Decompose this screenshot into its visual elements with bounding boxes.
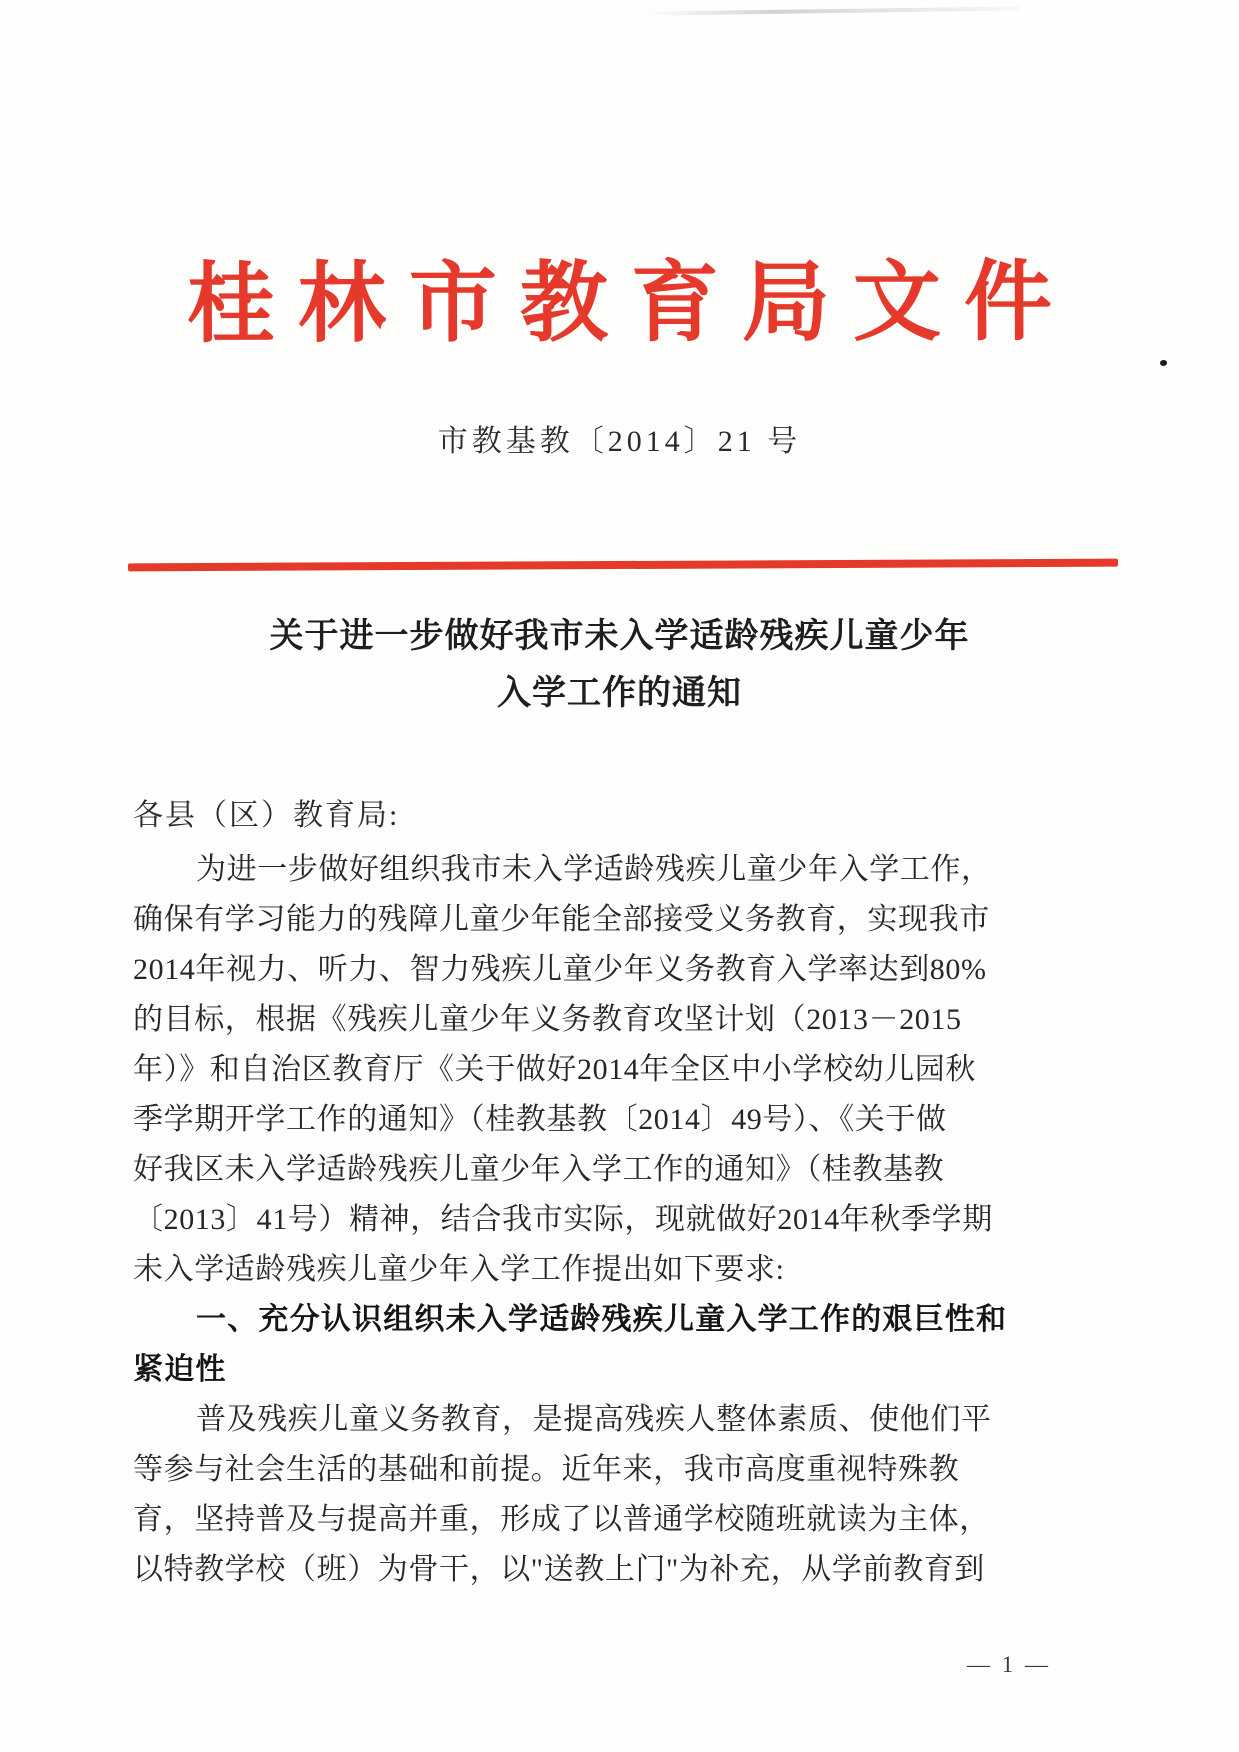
body-line: 育，坚持普及与提高并重，形成了以普通学校随班就读为主体，	[133, 1503, 990, 1536]
salutation: 各县（区）教育局:	[133, 799, 400, 832]
scan-streak-artifact	[645, 6, 1020, 15]
body-line: 2014年视力、听力、智力残疾儿童少年义务教育入学率达到80%	[133, 953, 987, 986]
body-line: 一、充分认识组织未入学适龄残疾儿童入学工作的艰巨性和	[196, 1303, 1008, 1336]
document-number: 市教基教〔2014〕21 号	[437, 425, 802, 458]
body-line: 以特教学校（班）为骨干，以"送教上门"为补充，从学前教育到	[133, 1553, 985, 1586]
document-title-line1: 关于进一步做好我市未入学适龄残疾儿童少年	[269, 618, 970, 655]
body-line: 未入学适龄残疾儿童少年入学工作提出如下要求:	[133, 1253, 785, 1286]
red-divider-line	[128, 559, 1118, 572]
body-line: 季学期开学工作的通知》（桂教基教〔2014〕49号）、《关于做	[133, 1103, 947, 1136]
agency-letterhead-title: 桂林市教育局文件	[186, 254, 1076, 355]
page-number: — 1 —	[967, 1652, 1051, 1677]
body-line: 为进一步做好组织我市未入学适龄残疾儿童少年入学工作，	[196, 853, 992, 886]
body-line: 紧迫性	[133, 1353, 227, 1386]
body-line: 年）》和自治区教育厅《关于做好2014年全区中小学校幼儿园秋	[133, 1053, 976, 1086]
body-line: 的目标，根据《残疾儿童少年义务教育攻坚计划（2013－2015	[133, 1003, 962, 1036]
ink-dot-artifact	[1160, 360, 1167, 366]
document-title	[0, 608, 1239, 722]
document-title-line2: 入学工作的通知	[497, 675, 742, 712]
body-line: 普及残疾儿童义务教育，是提高残疾人整体素质、使他们平	[196, 1403, 992, 1436]
body-line: 好我区未入学适龄残疾儿童少年入学工作的通知》（桂教基教	[133, 1153, 945, 1186]
body-line: 〔2013〕41号）精神，结合我市实际，现就做好2014年秋季学期	[133, 1203, 993, 1236]
body-line: 等参与社会生活的基础和前提。近年来，我市高度重视特殊教	[133, 1453, 960, 1486]
body-line: 确保有学习能力的残障儿童少年能全部接受义务教育，实现我市	[133, 903, 990, 936]
body-text	[133, 845, 1013, 1595]
